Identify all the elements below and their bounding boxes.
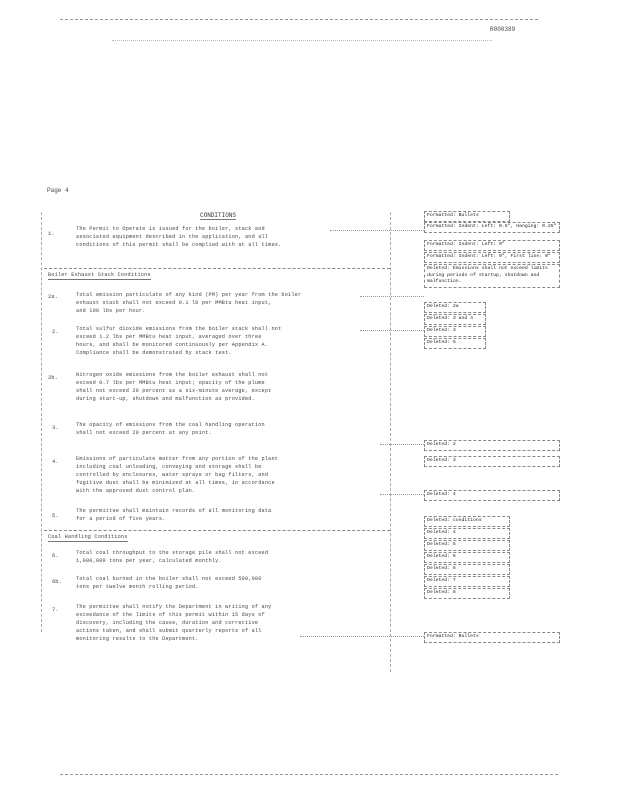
paragraph-number: 2b.	[48, 374, 58, 381]
comment-balloon[interactable]: Deleted: 2	[424, 440, 560, 451]
paragraph-line: for a period of five years.	[76, 516, 166, 522]
comment-balloon[interactable]: Deleted: 5	[424, 540, 510, 551]
paragraph-number: 4.	[52, 458, 59, 465]
paragraph-number: 6b.	[52, 578, 62, 585]
paragraph-line: exceedance of the limits of this permit within 15 days of	[76, 612, 265, 618]
page-label: Page 4	[47, 187, 69, 194]
paragraph-line: 1,000,000 tons per year, calculated monthly.	[76, 558, 222, 564]
comment-balloon[interactable]: Formatted: Indent: Left: 0.5", Hanging: 0.25"	[424, 222, 560, 233]
comment-balloon[interactable]: Deleted: conditions	[424, 516, 510, 527]
comment-balloon[interactable]: Deleted: Emissions shall not exceed limits during periods of startup, shutdown and malfunction.	[424, 264, 560, 288]
comment-balloon[interactable]: Formatted: Bullets	[424, 632, 560, 643]
comment-balloon[interactable]: Deleted: 5	[424, 338, 486, 349]
comment-leader	[360, 296, 424, 297]
comment-balloon[interactable]: Deleted: 4	[424, 528, 510, 539]
comment-balloon[interactable]: Deleted: 6	[424, 552, 510, 563]
paragraph-line: associated equipment described in the application, and all	[76, 234, 269, 240]
section-divider	[44, 530, 390, 531]
paragraph-line: fugitive dust shall be minimized at all times, in accordance	[76, 480, 275, 486]
comment-balloon[interactable]: Deleted: 3	[424, 456, 560, 467]
footer-rule	[60, 774, 558, 775]
paragraph-line: actions taken, and shall submit quarterly reports of all	[76, 628, 262, 634]
paragraph-line: Emissions of particulate matter from any portion of the plant	[76, 456, 279, 462]
paragraph-line: during start-up, shutdown and malfunction as provided.	[76, 396, 255, 402]
paragraph-line: and 100 lbs per hour.	[76, 308, 146, 314]
comment-balloon[interactable]: Deleted: 4	[424, 490, 560, 501]
paragraph-line: The permittee shall maintain records of all monitoring data	[76, 508, 272, 514]
paragraph-line: conditions of this permit shall be complied with at all times.	[76, 242, 282, 248]
paragraph-number: 2.	[52, 328, 59, 335]
paragraph-line: discovery, including the cause, duration and corrective	[76, 620, 259, 626]
left-margin-guide	[41, 212, 42, 632]
paragraph-line: Total coal throughput to the storage pile shall not exceed	[76, 550, 269, 556]
comment-leader	[360, 330, 424, 331]
header-rule	[60, 19, 538, 20]
comment-leader	[330, 230, 424, 231]
paragraph-line: The permittee shall notify the Department in writing of any	[76, 604, 272, 610]
paragraph-line: The Permit to Operate is issued for the boiler, stack and	[76, 226, 265, 232]
paragraph-line: The opacity of emissions from the coal handling operation	[76, 422, 265, 428]
comment-leader	[300, 636, 424, 637]
comment-balloon[interactable]: Deleted: 2a	[424, 302, 486, 313]
comment-balloon[interactable]: Deleted: 8	[424, 588, 510, 599]
paragraph-number: 1.	[48, 230, 55, 237]
section-heading: Boiler Exhaust Stack Conditions	[48, 272, 151, 278]
paragraph-line: shall not exceed 20 percent as a six-minute average, except	[76, 388, 272, 394]
paragraph-number: 2a.	[48, 293, 58, 300]
paragraph-line: monitoring results to the Department.	[76, 636, 199, 642]
paragraph-number: 5.	[52, 512, 59, 519]
right-margin-guide	[390, 212, 391, 672]
paragraph-line: Total sulfur dioxide emissions from the boiler stack shall not	[76, 326, 282, 332]
paragraph-number: 7.	[52, 606, 59, 613]
comment-balloon[interactable]: Formatted: Indent: Left: 0"	[424, 240, 560, 251]
paragraph-number: 6.	[52, 552, 59, 559]
paragraph-line: Total coal burned in the boiler shall not exceed 500,000	[76, 576, 262, 582]
paragraph-line: tons per twelve month rolling period.	[76, 584, 199, 590]
paragraph-line: Compliance shall be demonstrated by stack test.	[76, 350, 232, 356]
page-title: CONDITIONS	[200, 212, 237, 219]
comment-leader	[380, 444, 424, 445]
paragraph-line: exceed 1.2 lbs per MMBtu heat input, averaged over three	[76, 334, 262, 340]
paragraph-line: exceed 0.7 lbs per MMBtu heat input; opacity of the plume	[76, 380, 265, 386]
paragraph-line: exhaust stack shall not exceed 0.1 lb per MMBtu heat input,	[76, 300, 272, 306]
paragraph-line: Total emission particulate of any kind (PM) per year from the boiler	[76, 292, 302, 298]
paragraph-number: 3.	[52, 424, 59, 431]
comment-balloon[interactable]: Deleted: 6	[424, 564, 510, 575]
paragraph-line: shall not exceed 20 percent at any point.	[76, 430, 212, 436]
comment-balloon[interactable]: Deleted: 3 and 4	[424, 314, 486, 325]
paragraph-line: including coal unloading, conveying and storage shall be	[76, 464, 262, 470]
faint-header-line	[112, 40, 492, 41]
paragraph-line: controlled by enclosures, water sprays or bag filters, and	[76, 472, 269, 478]
paragraph-line: Nitrogen oxide emissions from the boiler exhaust shall not	[76, 372, 269, 378]
comment-balloon[interactable]: Formatted: Indent: Left: 0", First line: 0"	[424, 252, 560, 263]
section-divider	[44, 268, 390, 269]
comment-balloon[interactable]: Deleted: 3	[424, 326, 486, 337]
comment-leader	[380, 494, 424, 495]
document-id: R000389	[490, 26, 516, 33]
section-heading: Coal Handling Conditions	[48, 534, 128, 540]
comment-balloon[interactable]: Formatted: Bullets	[424, 211, 510, 222]
comment-balloon[interactable]: Deleted: 7	[424, 576, 510, 587]
paragraph-line: hours, and shall be monitored continuously per Appendix A.	[76, 342, 269, 348]
paragraph-line: with the approved dust control plan.	[76, 488, 196, 494]
